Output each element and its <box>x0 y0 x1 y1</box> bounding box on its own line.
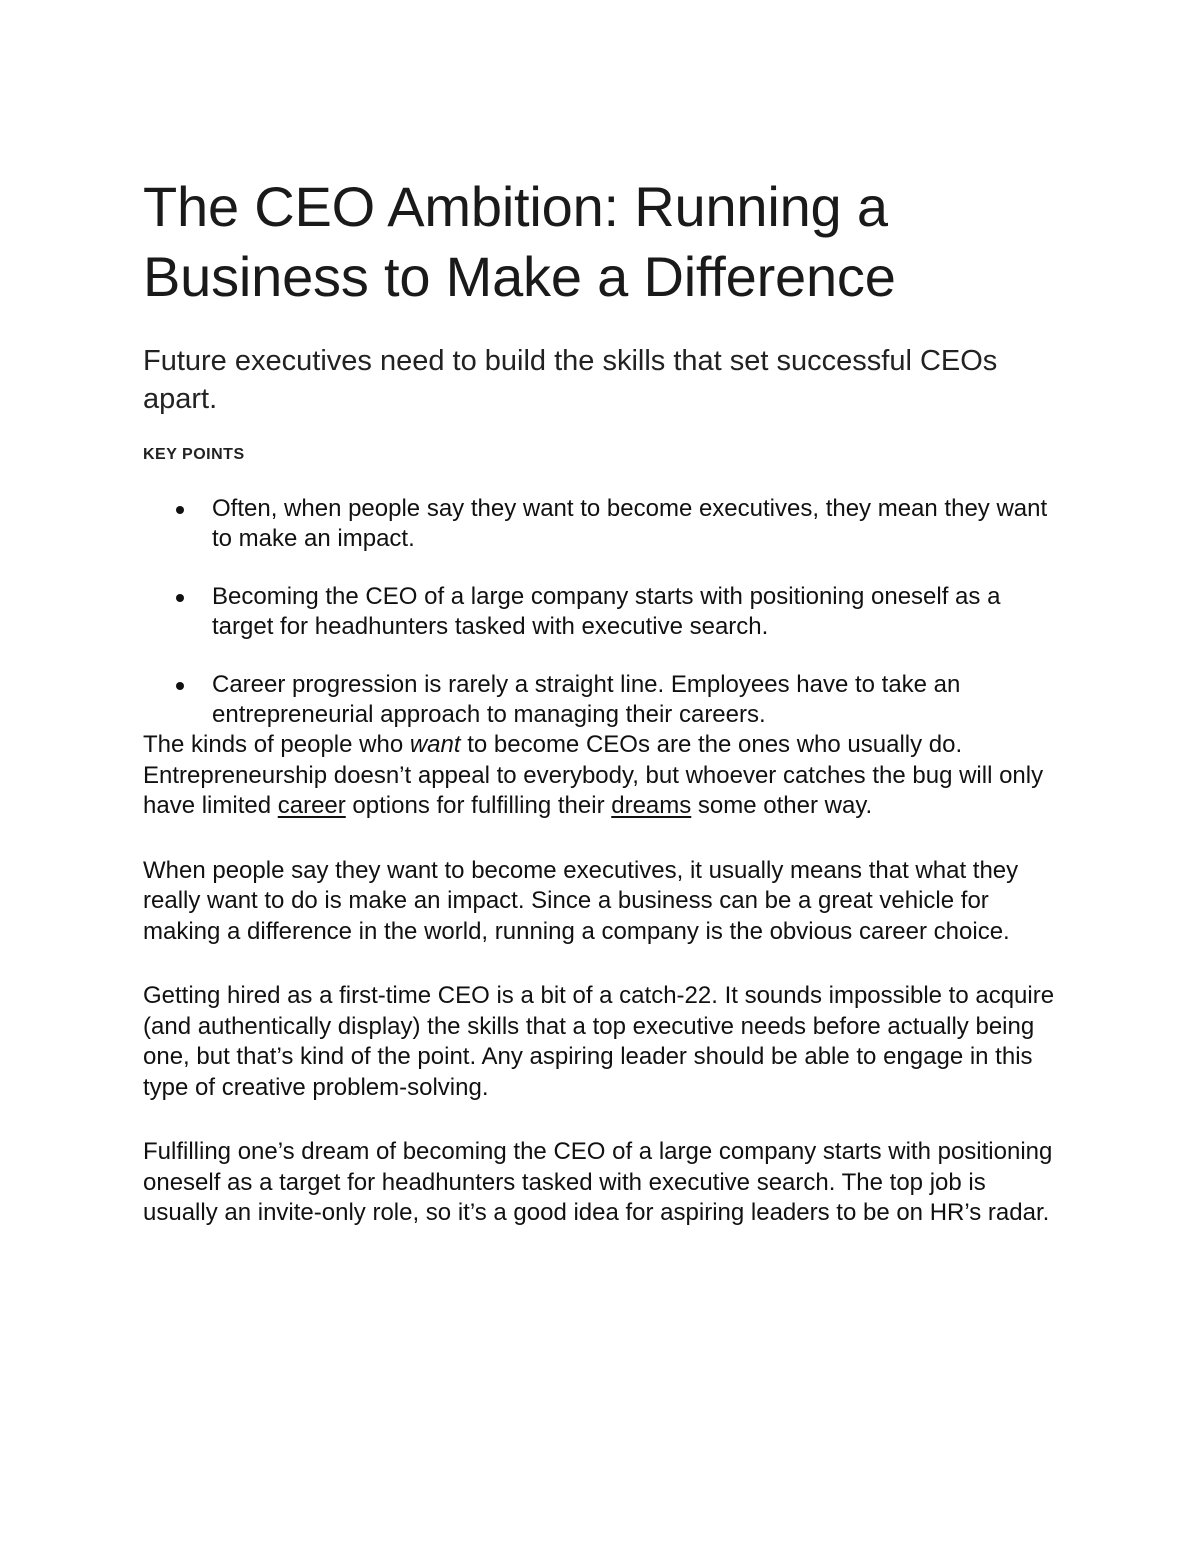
p1-emphasis: want <box>409 731 461 758</box>
career-link[interactable]: career <box>277 792 346 819</box>
key-point-text: Often, when people say they want to become executives, they mean they want to make an impact. <box>212 495 1048 552</box>
body-paragraph-3: Getting hired as a first-time CEO is a bit of a catch-22. It sounds impossible to acquire (and authentically display) the skills that a top executive needs before actually being one, but that’s kind of the point. Any aspiring leader should be able to engage in this type of creative problem-solving. <box>143 982 1055 1101</box>
key-point-text: Career progression is rarely a straight line. Employees have to take an entrepreneurial approach to managing their careers. <box>212 671 961 728</box>
bullet-icon <box>176 506 184 514</box>
p1-text-c: options for fulfilling their <box>345 792 612 819</box>
body-paragraph-1 <box>143 730 1063 822</box>
bullet-icon <box>176 682 184 690</box>
article <box>143 172 1063 1263</box>
bullet-icon <box>176 594 184 602</box>
key-point <box>143 494 1063 554</box>
key-point-text: Becoming the CEO of a large company starts with positioning oneself as a target for headhunters tasked with executive search. <box>212 583 1001 640</box>
key-points-heading: KEY POINTS <box>143 446 245 463</box>
p1-text-a: The kinds of people who <box>143 731 410 758</box>
key-point <box>143 670 1063 730</box>
article-subtitle: Future executives need to build the skills that set successful CEOs apart. <box>143 345 998 415</box>
key-points-list <box>143 494 1063 730</box>
key-point <box>143 582 1063 642</box>
p1-text-b: to become CEOs are the ones who usually do. Entrepreneurship doesn’t appeal to everybody, but whoever catches the bug will only have limited <box>143 731 1044 819</box>
body-paragraph-2: When people say they want to become executives, it usually means that what they really want to do is make an impact. Since a business can be a great vehicle for making a difference in the world, running a company is the obvious career choice. <box>143 856 1019 945</box>
article-title: The CEO Ambition: Running a Business to Make a Difference <box>143 175 896 308</box>
p1-text-d: some other way. <box>691 792 873 819</box>
body-paragraph-4: Fulfilling one’s dream of becoming the CEO of a large company starts with positioning oneself as a target for headhunters tasked with executive search. The top job is usually an invite-only role, so it’s a good idea for aspiring leaders to be on HR’s radar. <box>143 1138 1053 1226</box>
dreams-link[interactable]: dreams <box>611 792 692 819</box>
